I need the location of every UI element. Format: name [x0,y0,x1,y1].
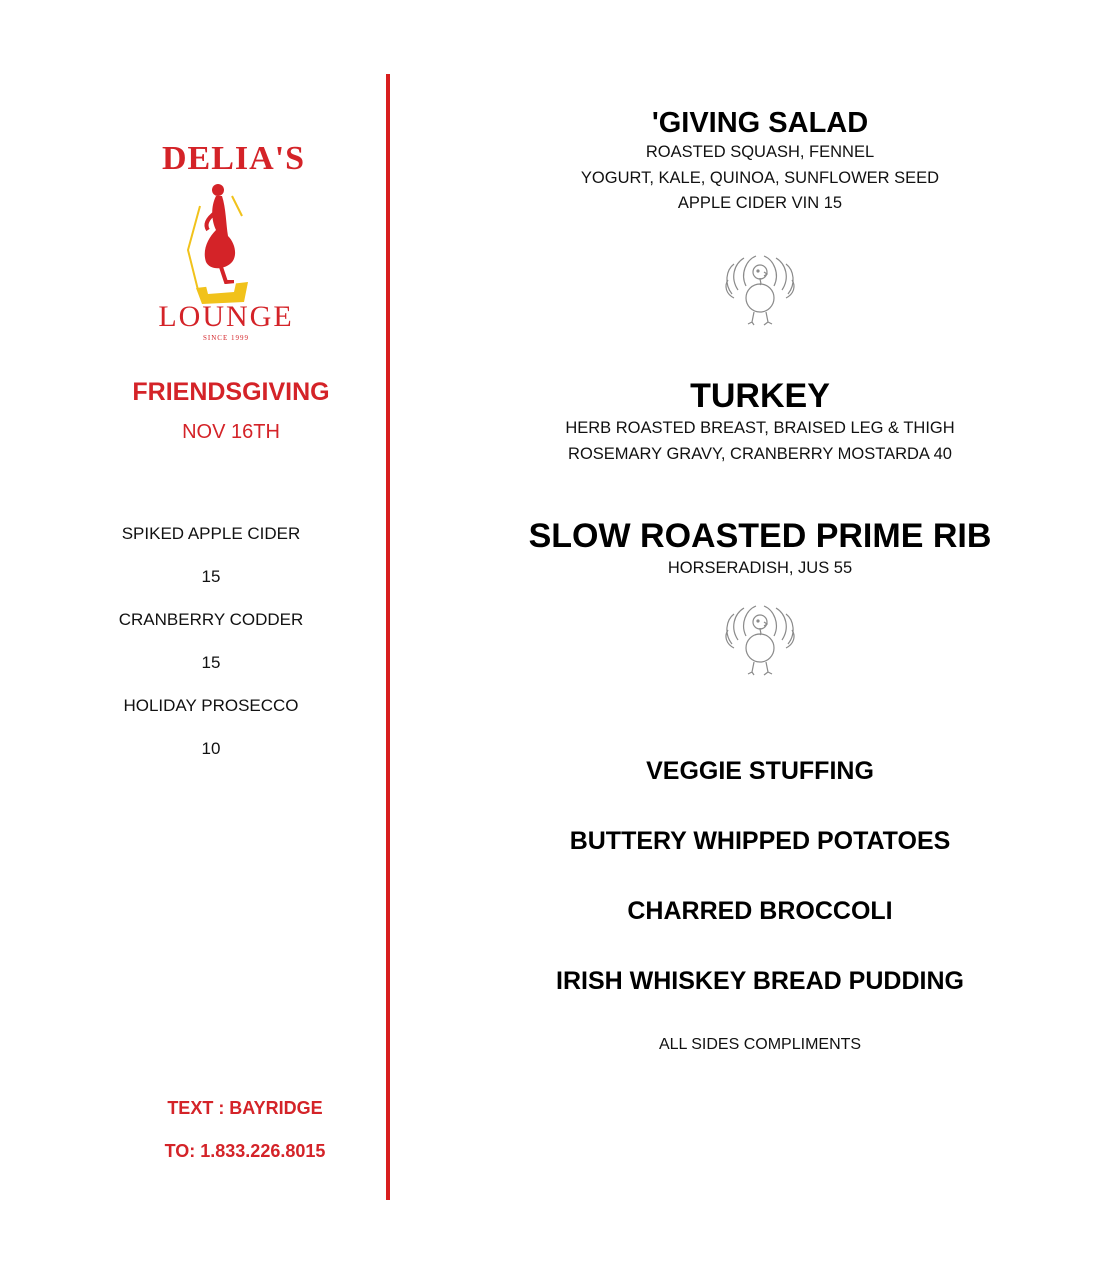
drink-name: CRANBERRY CODDER [118,610,304,629]
delias-lounge-logo [158,136,308,346]
drink-price: 10 [201,739,221,758]
dancer-figure-icon [186,178,256,308]
right-column [400,0,1093,1275]
salad-line: APPLE CIDER VIN 15 [677,194,843,212]
salad-section [400,106,1093,217]
contact-text-line: TEXT : BAYRIDGE [167,1098,323,1118]
logo-top-text: DELIA'S [162,140,306,177]
prime-rib-section [400,516,1093,582]
turkey-line: HERB ROASTED BREAST, BRAISED LEG & THIGH [565,419,955,437]
event-title: FRIENDSGIVING [132,378,330,406]
side-item: IRISH WHISKEY BREAD PUDDING [556,967,964,995]
left-column [60,0,380,1275]
side-item: VEGGIE STUFFING [646,757,874,785]
logo-bottom-text: LOUNGE [158,300,294,333]
drink-name: SPIKED APPLE CIDER [121,524,301,543]
turkey-icon [720,250,800,330]
contact-phone-line: TO: 1.833.226.8015 [164,1141,326,1161]
vertical-divider [386,74,390,1200]
side-item: BUTTERY WHIPPED POTATOES [569,827,951,855]
drink-name: HOLIDAY PROSECCO [123,696,299,715]
logo-since-text: SINCE 1999 [203,334,249,342]
prime-rib-title: SLOW ROASTED PRIME RIB [528,517,992,555]
event-date: NOV 16TH [182,421,280,443]
drink-price: 15 [201,653,221,672]
side-item: CHARRED BROCCOLI [627,897,893,925]
drinks-list [60,522,362,780]
turkey-line: ROSEMARY GRAVY, CRANBERRY MOSTARDA 40 [568,444,952,463]
turkey-section [400,376,1093,467]
salad-line: YOGURT, KALE, QUINOA, SUNFLOWER SEED [580,168,940,187]
sides-note: ALL SIDES COMPLIMENTS [658,1036,862,1053]
turkey-title: TURKEY [690,377,830,415]
salad-line: ROASTED SQUASH, FENNEL [645,143,875,161]
salad-title: 'GIVING SALAD [651,107,869,139]
prime-rib-line: HORSERADISH, JUS 55 [667,559,853,577]
turkey-icon [720,600,800,680]
drink-price: 15 [201,567,221,586]
